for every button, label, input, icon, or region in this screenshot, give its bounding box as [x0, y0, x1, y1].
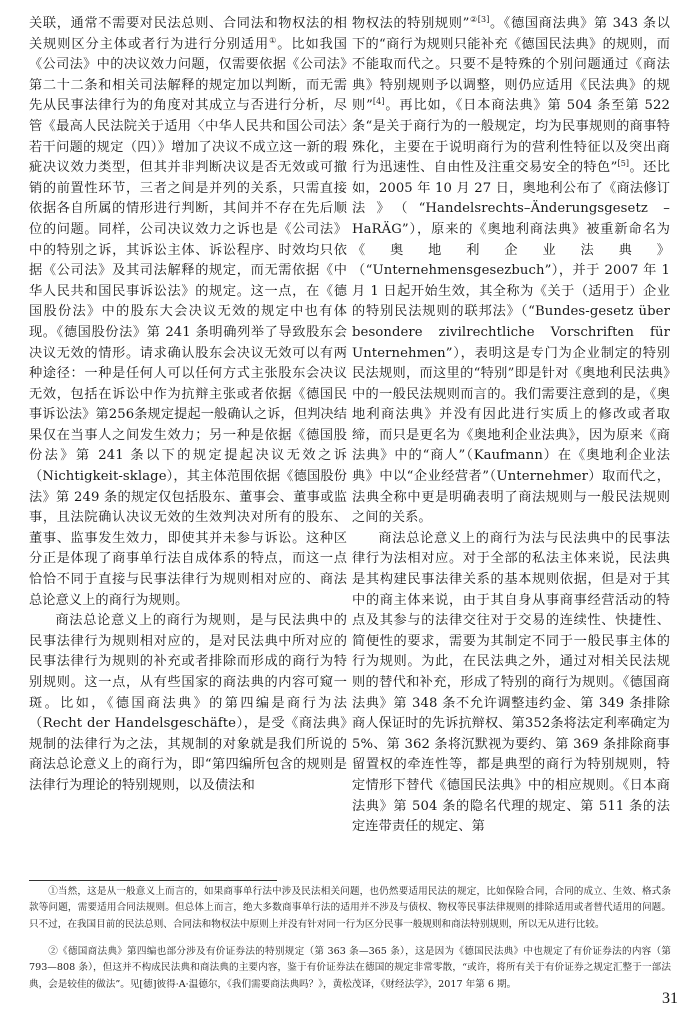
paragraph: [352, 14, 670, 529]
page-number: 31: [662, 990, 678, 1007]
paragraph-text: 。还比如，2005 年 10 月 27 日，奥地利公布了《商法修订法》（“Handelsrechts–Änderungsgesetz –HaRÄG”），原来的《奥地利商法典》被重新命名为《奥地利企业法典》（“Unternehmensgesezbuch”），并于 2007 年 1 月 1 日起开始生效，其全称为《关于（适用于）企业的特别民法规则的联邦法》（“Bundes-gesetz über besondere zivilrechtliche Vorschriften für Unternehmen”），表明这是专门为企业制定的特别民法规则，而这里的“特别”即是针对《奥地利民法典》中的一般民法规则而言的。我们需要注意到的是，《奥地利商法典》并没有因此进行实质上的修改或者取缔，而只是更名为《奥地利企业法典》，因为原来《商法典》中的“商人”（Kaufmann）在《奥地利企业法典》中以“企业经营者”（Unternehmer）取而代之，法典全称中更是明确表明了商法规则与一般民法规则之间的关系。: [352, 160, 670, 526]
right-column: [352, 14, 670, 838]
paragraph-text: 商法总论意义上的商行为规则，是与民法典中的民事法律行为规则相对应的，是对民法典中所对应的民事法律行为规则的补充或者排除而形成的商行为特别规则。这一点，从有些国家的商法典的内容可窥一斑。比如，《德国商法典》的第四编是商行为法（Recht der Handelsgeschäfte），是受《商法典》规制的法律行为之法，其规制的对象就是我们所说的商法总论意义上的商行为，即“第四编所包含的规则是法律行为理论的特别规则，以及债法和: [29, 613, 347, 793]
paragraph: [352, 529, 670, 838]
citation-ref[interactable]: [5]: [617, 159, 630, 169]
paragraph-text: 。《德国商法典》第 343 条以下的“商行为规则只能补充《德国民法典》的规则，而不能取而代之。只要不是特殊的个别问题通过《商法典》特别规则予以调整，则仍应适用《民法典》的规则”: [352, 16, 670, 114]
footnote-marker: ①: [48, 886, 58, 897]
paragraph-text: 商法总论意义上的商行为法与民法典中的民事法律行为法相对应。对于全部的私法主体来说，民法典是其构建民事法律关系的基本规则依据，但是对于其中的商主体来说，由于其自身从事商事经营活动的特点及其参与的法律交往对于交易的连续性、快捷性、简便性的要求，需要为其制定不同于一般民事主体的行为规则。为此，在民法典之外，通过对相关民法规则的替代和补充，形成了特别的商行为规则。《德国商法典》第 348 条不允许调整违约金、第 349 条排除商人保证时的先诉抗辩权、第352条将法定利率确定为 5%、第 362 条将沉默视为要约、第 369 条排除商事留置权的牵连性等，都是典型的商行为特别规则，特定情形下替代《德国民法典》中的相应规则。《日本商法典》第 504 条的隐名代理的规定、第 511 条的法定连带责任的规定、第: [352, 530, 670, 835]
paragraph-text: 物权法的特别规则”: [352, 16, 470, 31]
footnote-ref[interactable]: ①: [269, 35, 278, 45]
paragraph-text: 。再比如，《日本商法典》第 504 条至第 522 条“是关于商行为的一般规定，均为民事规则的商事特殊化，主要在于说明商行为的营利性特征以及突出商行为迅速性、自由性及注重交易安全的特色”: [352, 98, 670, 176]
paragraph-text: 关联，通常不需要对民法总则、合同法和物权法的相关规则区分主体或者行为进行分别适用: [29, 16, 347, 52]
paragraph: [29, 611, 347, 796]
footnote-text: 当然，这是从一般意义上而言的，如果商事单行法中涉及民法相关问题，也仍然要适用民法的规定，比如保险合同，合同的成立、生效、格式条款等问题，需要适用合同法规则。但总体上而言，绝大多数商事单行法的适用并不涉及与债权、物权等民事法律规则的排除适用或者替代适用的问题。只不过，在我国目前的民法总则、合同法和物权法中原则上并没有针对同一行为区分民事一般规则和商法特别规则，所以无从进行比较。: [29, 886, 671, 930]
footnote-divider: [29, 880, 277, 881]
footnote-marker: ②: [48, 946, 59, 957]
footnote: [29, 884, 671, 933]
citation-ref[interactable]: [4]: [372, 97, 385, 107]
footnote-text: 《德国商法典》第四编也部分涉及有价证券法的特别规定（第 363 条—365 条），这是因为《德国民法典》中也规定了有价证券法的内容（第 793—808 条），但这并不构成民法典和商法典的主要内容，鉴于有价证券法在德国的规定非常零散，“或许，将所有关于有价证券之规定汇整于一部法典，会是较佳的做法”。见[德]彼得·A·温德尔，《我们需要商法典吗？》，黄松茂译，《财经法学》，2017 年第 6 期。: [29, 946, 671, 990]
paragraph-text: 。比如我国《公司法》中的决议效力问题，仅需要依据《公司法》第二十二条和相关司法解释的规定加以判断，而无需先从民事法律行为的角度对其成立与否进行分析，尽管《最高人民法院关于适用〈中华人民共和国公司法〉若干问题的规定（四）》增加了决议不成立这一新的瑕疵决议效力类型，但其并非判断决议是否无效或可撤销的前置性环节，三者之间是并列的关系，只需直接依据各自所属的情形进行判断，其间并不存在先后顺位的问题。同样，公司决议效力之诉也是《公司法》中的特别之诉，其诉讼主体、诉讼程序、时效均只依据《公司法》及其司法解释的规定，而无需依据《中华人民共和国民事诉讼法》的规定。这一点，在《德国股份法》中的股东大会决议无效的规定中也有体现。《德国股份法》第 241 条明确列举了导致股东会决议无效的情形。请求确认股东会决议无效可以有两种途径：一种是任何人可以任何方式主张股东会决议无效，包括在诉讼中作为抗辩主张或者依据《德国民事诉讼法》第256条规定提起一般确认之诉，但判决结果仅在当事人之间发生效力；另一种是依据《德国股份法》第 241 条以下的规定提起决议无效之诉（Nichtigkeit-sklage），其主体范围依据《德国股份法》第 249 条的规定仅包括股东、董事会、董事或监事，且法院确认决议无效的生效判决对所有的股东、董事、监事发生效力，即使其并未参与诉讼。这种区分正是体现了商事单行法自成体系的特点，而这一点恰恰不同于直接与民事法律行为规则相对应的、商法总论意义上的商行为规则。: [29, 36, 347, 608]
footnote-ref[interactable]: ②[3]: [469, 15, 490, 24]
footnote: [29, 944, 671, 993]
paragraph: [29, 14, 347, 611]
left-column: [29, 14, 347, 797]
